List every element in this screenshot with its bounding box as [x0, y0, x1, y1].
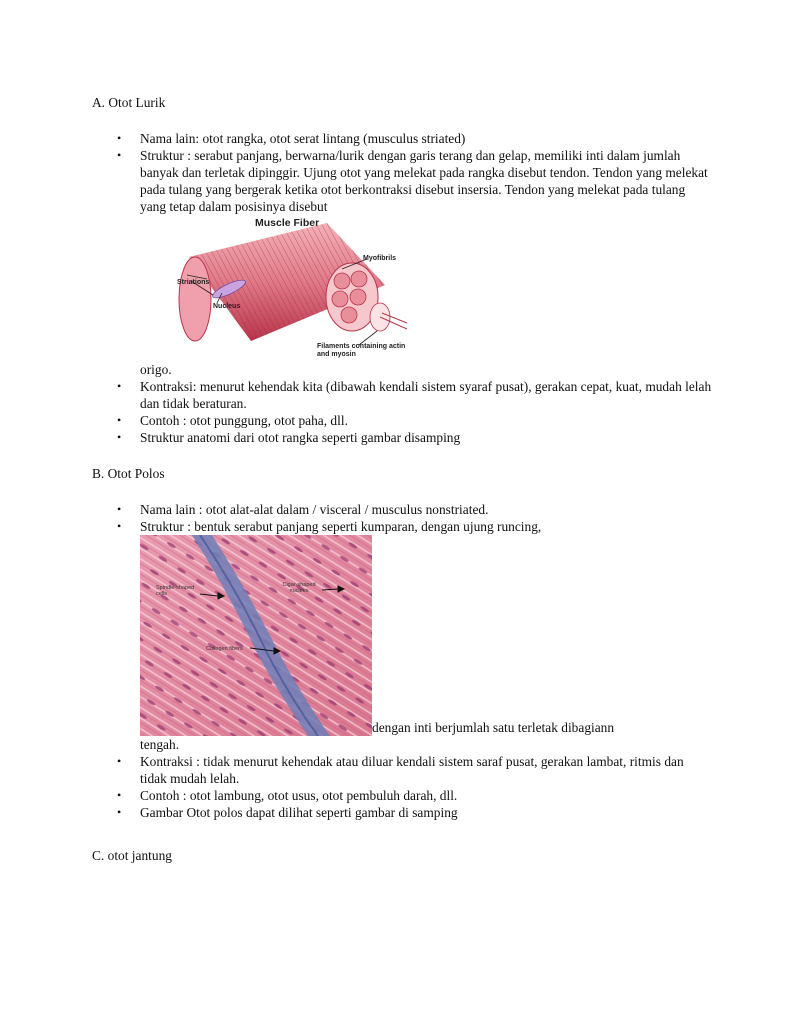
- list-item: • Nama lain : otot alat-alat dalam / visceral / musculus nonstriated.: [92, 501, 712, 518]
- heading-otot-jantung: C. otot jantung: [92, 848, 172, 863]
- figure-title: Muscle Fiber: [255, 217, 320, 229]
- smooth-muscle-micrograph: [140, 535, 372, 736]
- label-filaments: Filaments containing actin and myosin: [317, 343, 406, 358]
- label-striations: Striations: [177, 279, 210, 286]
- list-item-text-continued: tengah.: [140, 737, 180, 752]
- list-item: • Gambar Otot polos dapat dilihat seperti gambar di samping: [92, 804, 712, 821]
- list-item: • Contoh : otot lambung, otot usus, otot pembuluh darah, dll.: [92, 787, 712, 804]
- list-item-text: Struktur : serabut panjang, berwarna/lurik dengan garis terang dan gelap, memiliki inti dalam jumlah banyak dan terletak dipinggir. Ujung otot yang melekat pada rangka disebut tendon. Tendon yang melekat pada tulang yang bergerak ketika otot berkontraksi disebut insersia. Tendon yang melekat pada tulang yang tetap dalam posisinya disebut: [140, 148, 708, 214]
- label-nucleus: Nucleus: [213, 303, 241, 310]
- list-item-text: Struktur : bentuk serabut panjang seperti kumparan, dengan ujung runcing,: [140, 519, 542, 534]
- list-item: • Kontraksi : tidak menurut kehendak atau diluar kendali sistem saraf pusat, gerakan lambat, ritmis dan tidak mudah lelah.: [92, 753, 712, 787]
- list-item-text-continued: origo.: [140, 362, 172, 377]
- figure-with-caption-line: [140, 535, 712, 736]
- muscle-fiber-illustration: [177, 219, 409, 361]
- list-otot-polos: [92, 501, 712, 821]
- list-item: • Kontraksi: menurut kehendak kita (dibawah kendali sistem syaraf pusat), gerakan cepat, kuat, mudah lelah dan tidak beraturan.: [92, 378, 712, 412]
- label-cigar-nucleus: Cigar-shaped nucleus: [282, 582, 316, 594]
- heading-otot-polos: B. Otot Polos: [92, 466, 165, 481]
- label-spindle-cells: Spindle-shaped cells: [156, 585, 195, 597]
- list-item: [92, 518, 712, 753]
- list-item: • Struktur anatomi dari otot rangka seperti gambar disamping: [92, 429, 712, 446]
- list-item: • Nama lain: otot rangka, otot serat lintang (musculus striated): [92, 130, 712, 147]
- figure-inline-text: dengan inti berjumlah satu terletak dibagiann: [372, 720, 615, 735]
- list-item: [92, 147, 712, 378]
- label-myofibrils: Myofibrils: [363, 255, 397, 262]
- myofibril-bundle: [326, 263, 407, 331]
- list-otot-lurik: [92, 130, 712, 446]
- label-collagen-fibers: Collagen fibers: [206, 646, 243, 652]
- heading-otot-lurik: A. Otot Lurik: [92, 95, 166, 110]
- list-item: • Contoh : otot punggung, otot paha, dll.: [92, 412, 712, 429]
